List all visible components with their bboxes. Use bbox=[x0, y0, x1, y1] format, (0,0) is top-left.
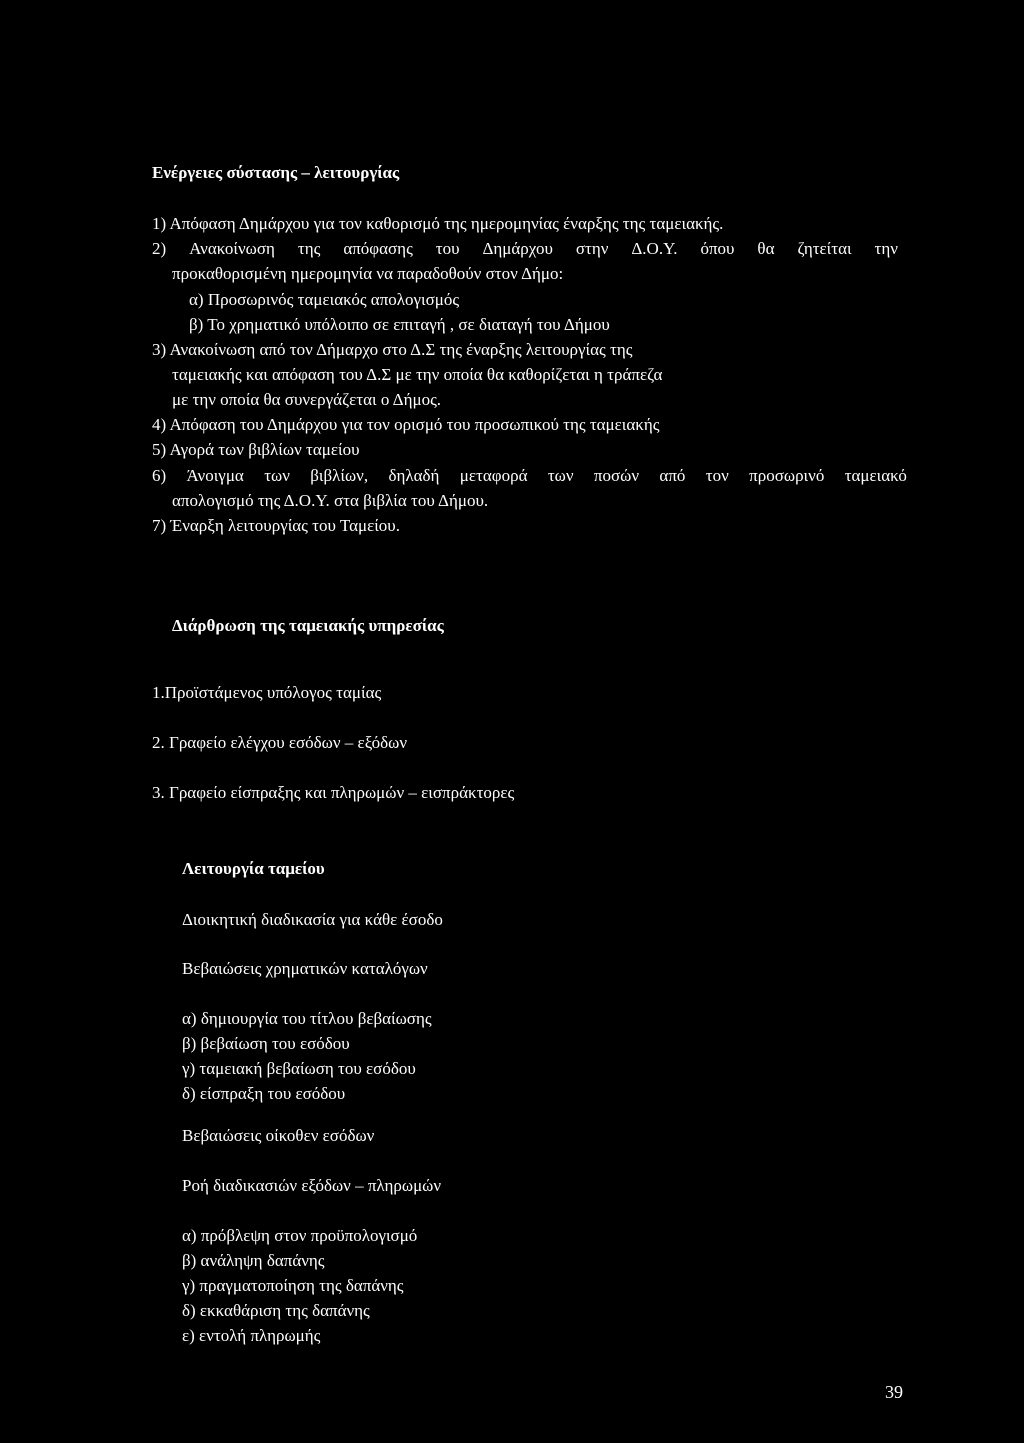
word: μεταφορά bbox=[459, 466, 528, 485]
list-item: 1.Προϊστάμενος υπόλογος ταμίας bbox=[152, 683, 382, 702]
sub-item: δ) είσπραξη του εσόδου bbox=[182, 1084, 346, 1103]
list-item-continuation: με την οποία θα συνεργάζεται ο Δήμος. bbox=[172, 390, 442, 409]
sub-item: α) Προσωρινός ταμειακός απολογισμός bbox=[189, 290, 460, 309]
sub-item: α) πρόβλεψη στον προϋπολογισμό bbox=[182, 1226, 418, 1245]
sub-item: γ) πραγματοποίηση της δαπάνης bbox=[182, 1276, 404, 1295]
word: την bbox=[874, 239, 898, 258]
word: Δ.Ο.Υ. bbox=[631, 239, 678, 258]
text-line: Βεβαιώσεις οίκοθεν εσόδων bbox=[182, 1126, 375, 1145]
word: από bbox=[659, 466, 686, 485]
section-heading-structure: Διάρθρωση της ταμειακής υπηρεσίας bbox=[172, 616, 444, 635]
word: Άνοιγμα bbox=[186, 466, 244, 485]
list-item: 5) Αγορά των βιβλίων ταμείου bbox=[152, 440, 360, 459]
sub-item: β) βεβαίωση του εσόδου bbox=[182, 1034, 350, 1053]
sub-item: δ) εκκαθάριση της δαπάνης bbox=[182, 1301, 370, 1320]
word: ζητείται bbox=[797, 239, 852, 258]
list-item: 4) Απόφαση του Δημάρχου για τον ορισμό του προσωπικού της ταμειακής bbox=[152, 415, 660, 434]
word: θα bbox=[757, 239, 775, 258]
list-item-continuation: προκαθορισμένη ημερομηνία να παραδοθούν στον Δήμο: bbox=[172, 264, 564, 283]
list-item: 7) Έναρξη λειτουργίας του Ταμείου. bbox=[152, 516, 400, 535]
word: του bbox=[435, 239, 460, 258]
word: των bbox=[264, 466, 290, 485]
word: βιβλίων, bbox=[310, 466, 369, 485]
sub-item: α) δημιουργία του τίτλου βεβαίωσης bbox=[182, 1009, 432, 1028]
text-line: Διοικητική διαδικασία για κάθε έσοδο bbox=[182, 910, 443, 929]
sub-item: ε) εντολή πληρωμής bbox=[182, 1326, 321, 1345]
list-item: 3. Γραφείο είσπραξης και πληρωμών – εισπράκτορες bbox=[152, 783, 515, 802]
list-item: 2. Γραφείο ελέγχου εσόδων – εξόδων bbox=[152, 733, 408, 752]
section-heading-actions: Ενέργειες σύστασης – λειτουργίας bbox=[152, 163, 400, 182]
word: ποσών bbox=[593, 466, 640, 485]
list-item-justified bbox=[152, 467, 907, 484]
word: Ανακοίνωση bbox=[189, 239, 275, 258]
word: Δημάρχου bbox=[482, 239, 553, 258]
word: απόφασης bbox=[343, 239, 413, 258]
list-item-justified bbox=[152, 240, 898, 257]
word: όπου bbox=[700, 239, 735, 258]
word: 2) bbox=[152, 239, 167, 258]
word: της bbox=[297, 239, 321, 258]
word: προσωρινό bbox=[749, 466, 825, 485]
text-line: Ροή διαδικασιών εξόδων – πληρωμών bbox=[182, 1176, 442, 1195]
page-number: 39 bbox=[885, 1382, 903, 1402]
sub-item: γ) ταμειακή βεβαίωση του εσόδου bbox=[182, 1059, 416, 1078]
text-line: Βεβαιώσεις χρηματικών καταλόγων bbox=[182, 959, 428, 978]
list-item: 3) Ανακοίνωση από τον Δήμαρχο στο Δ.Σ της έναρξης λειτουργίας της bbox=[152, 340, 633, 359]
word: δηλαδή bbox=[388, 466, 440, 485]
word: τον bbox=[705, 466, 729, 485]
word: ταμειακό bbox=[844, 466, 907, 485]
section-heading-operation: Λειτουργία ταμείου bbox=[182, 859, 325, 878]
word: 6) bbox=[152, 466, 167, 485]
list-item: 1) Απόφαση Δημάρχου για τον καθορισμό της ημερομηνίας έναρξης της ταμειακής. bbox=[152, 214, 724, 233]
sub-item: β) ανάληψη δαπάνης bbox=[182, 1251, 325, 1270]
list-item-continuation: απολογισμό της Δ.Ο.Υ. στα βιβλία του Δήμου. bbox=[172, 491, 489, 510]
list-item-continuation: ταμειακής και απόφαση του Δ.Σ με την οποία θα καθορίζεται η τράπεζα bbox=[172, 365, 663, 384]
word: στην bbox=[575, 239, 609, 258]
word: των bbox=[547, 466, 574, 485]
sub-item: β) Το χρηματικό υπόλοιπο σε επιταγή , σε διαταγή του Δήμου bbox=[189, 315, 610, 334]
